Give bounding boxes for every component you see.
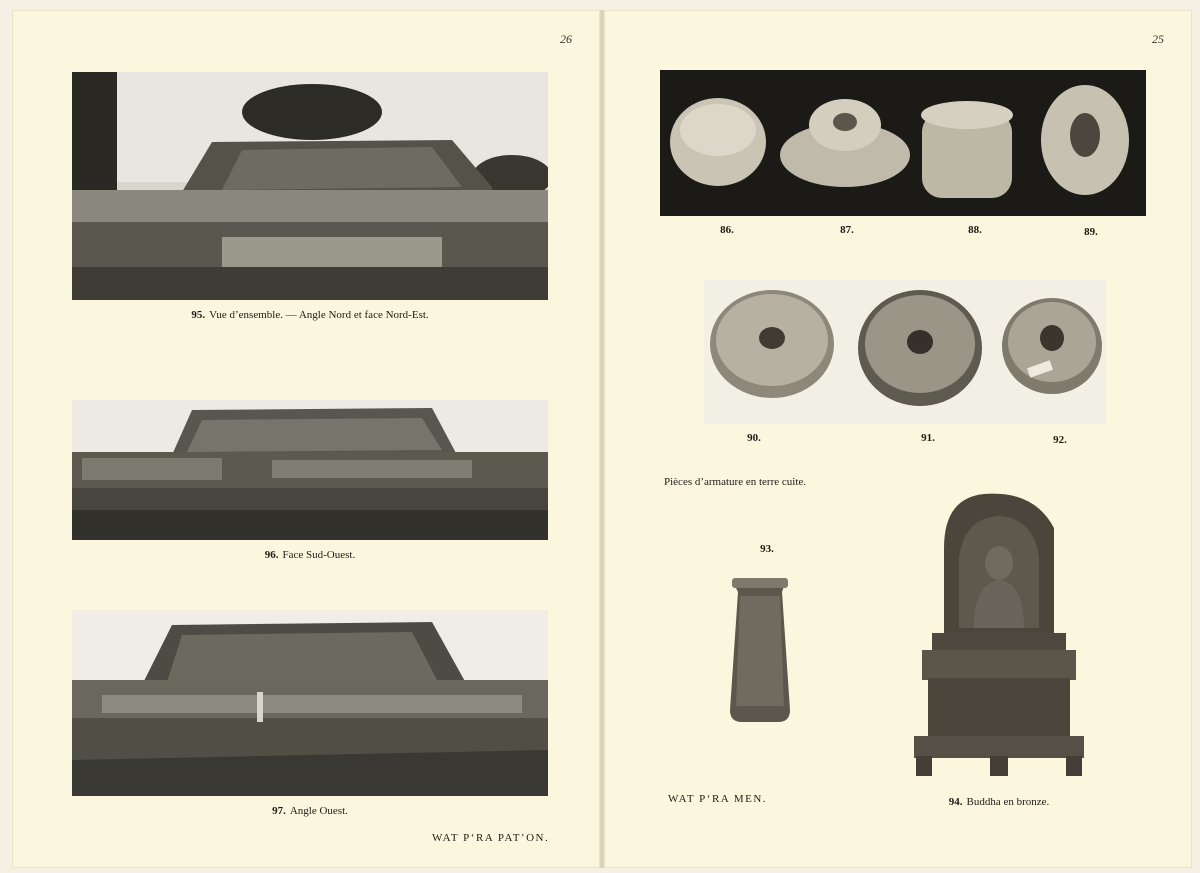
figure-number: 94. bbox=[948, 796, 963, 808]
armature-group-caption: Pièces d’armature en terre cuite. bbox=[664, 476, 807, 488]
bronze-buddha-object bbox=[904, 488, 1094, 780]
photo-armature-pieces-90-92 bbox=[704, 280, 1106, 424]
running-title: WAT P‘RA PAT’ON. bbox=[432, 832, 550, 844]
caption-text: Angle Ouest. bbox=[289, 805, 348, 817]
figure-88-number: 88. bbox=[968, 224, 982, 236]
figure-93-number: 93. bbox=[760, 543, 774, 555]
page-number: 25 bbox=[1152, 32, 1164, 46]
photo-overall-view bbox=[72, 72, 548, 300]
figure-86-number: 86. bbox=[720, 224, 734, 236]
left-page bbox=[12, 10, 600, 868]
photo-west-angle bbox=[72, 610, 548, 796]
figure-97-caption bbox=[72, 805, 548, 817]
figure-95-caption bbox=[72, 309, 548, 321]
right-page bbox=[604, 10, 1192, 868]
figure-94-caption bbox=[904, 796, 1094, 808]
figure-87-number: 87. bbox=[840, 224, 854, 236]
figure-90-number: 90. bbox=[747, 432, 761, 444]
figure-96-caption bbox=[72, 549, 548, 561]
figure-89-number: 89. bbox=[1084, 226, 1098, 238]
photo-armature-pieces-86-89 bbox=[660, 70, 1146, 216]
running-title: WAT P‘RA MEN. bbox=[668, 793, 768, 805]
page-number: 26 bbox=[560, 32, 572, 46]
photo-south-west-face bbox=[72, 400, 548, 540]
figure-number: 96. bbox=[264, 549, 279, 561]
figure-number: 97. bbox=[272, 805, 286, 817]
vase-object bbox=[724, 576, 796, 724]
figure-92-number: 92. bbox=[1053, 434, 1067, 446]
caption-text: Face Sud-Ouest. bbox=[282, 549, 356, 561]
caption-text: Buddha en bronze. bbox=[966, 796, 1050, 808]
caption-text: Vue d’ensemble. — Angle Nord et face Nord-Est. bbox=[209, 309, 429, 321]
figure-number: 95. bbox=[191, 309, 206, 321]
figure-91-number: 91. bbox=[921, 432, 935, 444]
